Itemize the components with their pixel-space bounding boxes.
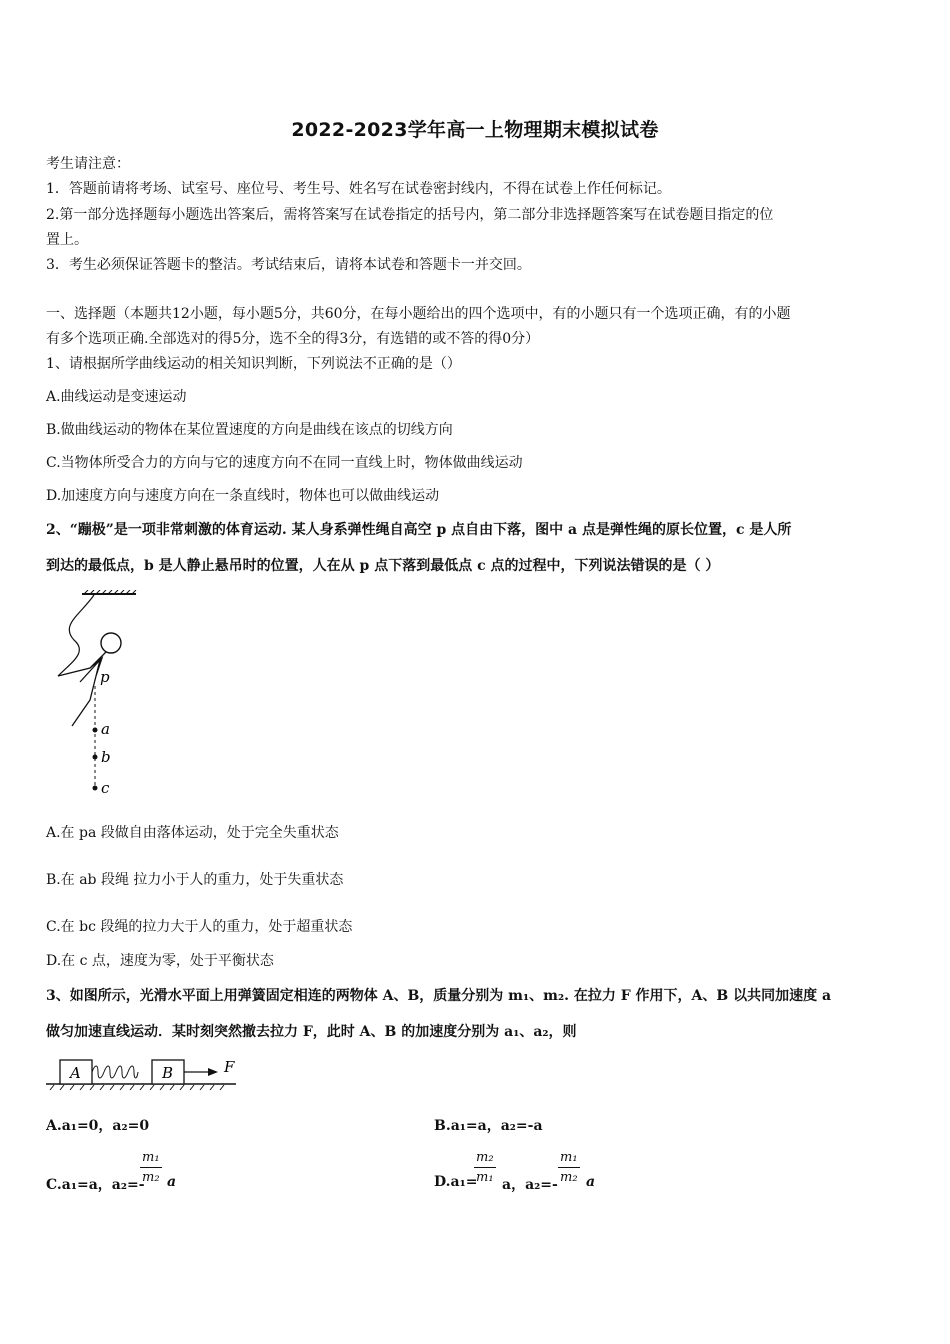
q2-option-b: B.在 ab 段绳 拉力小于人的重力，处于失重状态 bbox=[46, 872, 344, 888]
question-2-stem: 2、“蹦极”是一项非常刺激的体育运动. 某人身系弹性绳自高空 p 点自由下落，图中 a 点是弹性绳的原长位置，c 是人所 bbox=[46, 522, 792, 538]
fraction-numerator: m₁ bbox=[142, 1150, 160, 1165]
fraction-numerator: m₂ bbox=[476, 1150, 494, 1165]
page-title: 2022-2023学年高一上物理期末模拟试卷 bbox=[291, 119, 659, 141]
section-heading-line: 有多个选项正确.全部选对的得5分，选不全的得3分，有选错的或不答的得0分） bbox=[46, 331, 540, 347]
notice-item: 2.第一部分选择题每小题选出答案后，需将答案写在试卷指定的括号内，第二部分非选择题答案写在试卷题目指定的位 bbox=[46, 207, 774, 223]
q2-option-c: C.在 bc 段绳的拉力大于人的重力，处于超重状态 bbox=[46, 919, 353, 935]
question-3-stem: 3、如图所示，光滑水平面上用弹簧固定相连的两物体 A、B，质量分别为 m₁、m₂. 在拉力 F 作用下，A、B 以共同加速度 a bbox=[46, 988, 832, 1004]
q3-option-c-suffix: a bbox=[167, 1174, 177, 1190]
notice-item: 1．答题前请将考场、试室号、座位号、考生号、姓名写在试卷密封线内，不得在试卷上作任何标记。 bbox=[46, 181, 671, 197]
q3-option-a: A.a₁=0，a₂=0 bbox=[46, 1118, 150, 1134]
q3-option-d-prefix: D.a₁= bbox=[434, 1174, 478, 1190]
q1-option-c: C.当物体所受合力的方向与它的速度方向不在同一直线上时，物体做曲线运动 bbox=[46, 455, 523, 471]
q2-option-a: A.在 pa 段做自由落体运动，处于完全失重状态 bbox=[46, 825, 339, 841]
q1-option-d: D.加速度方向与速度方向在一条直线时，物体也可以做曲线运动 bbox=[46, 488, 440, 504]
label-c: c bbox=[101, 779, 110, 797]
fraction-denominator: m₂ bbox=[142, 1170, 160, 1185]
question-1-stem: 1、请根据所学曲线运动的相关知识判断，下列说法不正确的是（） bbox=[46, 356, 461, 372]
label-force-f: F bbox=[224, 1058, 235, 1076]
q3-option-b: B.a₁=a，a₂=-a bbox=[434, 1118, 543, 1134]
q2-option-d: D.在 c 点，速度为零，处于平衡状态 bbox=[46, 953, 274, 969]
notice-item: 置上。 bbox=[46, 232, 88, 248]
label-block-b: B bbox=[162, 1064, 174, 1082]
section-heading-line: 一、选择题（本题共12小题，每小题5分，共60分，在每小题给出的四个选项中，有的小题只有一个选项正确，有的小题 bbox=[46, 306, 791, 322]
q3-option-c-fraction bbox=[140, 1150, 162, 1185]
label-block-a: A bbox=[70, 1064, 81, 1082]
question-3-stem: 做匀加速直线运动．某时刻突然撤去拉力 F，此时 A、B 的加速度分别为 a₁、a₂，则 bbox=[46, 1024, 577, 1040]
spring-blocks-figure bbox=[46, 1052, 246, 1094]
q3-option-d-fraction-1 bbox=[474, 1150, 496, 1185]
fraction-denominator: m₁ bbox=[476, 1170, 494, 1185]
question-2-stem: 到达的最低点，b 是人静止悬吊时的位置，人在从 p 点下落到最低点 c 点的过程中，下列说法错误的是（ ） bbox=[46, 558, 720, 574]
fraction-denominator: m₂ bbox=[560, 1170, 578, 1185]
q3-option-c-prefix: C.a₁=a，a₂=- bbox=[46, 1177, 145, 1193]
q3-option-d-fraction-2 bbox=[558, 1150, 580, 1185]
label-p: p bbox=[100, 668, 110, 686]
q3-option-d-suffix: a bbox=[586, 1174, 596, 1190]
q1-option-a: A.曲线运动是变速运动 bbox=[46, 389, 187, 405]
label-a: a bbox=[101, 720, 110, 738]
bungee-figure bbox=[50, 590, 150, 800]
label-b: b bbox=[101, 748, 111, 766]
notice-item: 3．考生必须保证答题卡的整洁。考试结束后，请将本试卷和答题卡一并交回。 bbox=[46, 257, 531, 273]
notice-heading: 考生请注意： bbox=[46, 156, 130, 172]
q1-option-b: B.做曲线运动的物体在某位置速度的方向是曲线在该点的切线方向 bbox=[46, 422, 453, 438]
q3-option-d-middle: a，a₂=- bbox=[502, 1177, 558, 1193]
fraction-numerator: m₁ bbox=[560, 1150, 578, 1165]
